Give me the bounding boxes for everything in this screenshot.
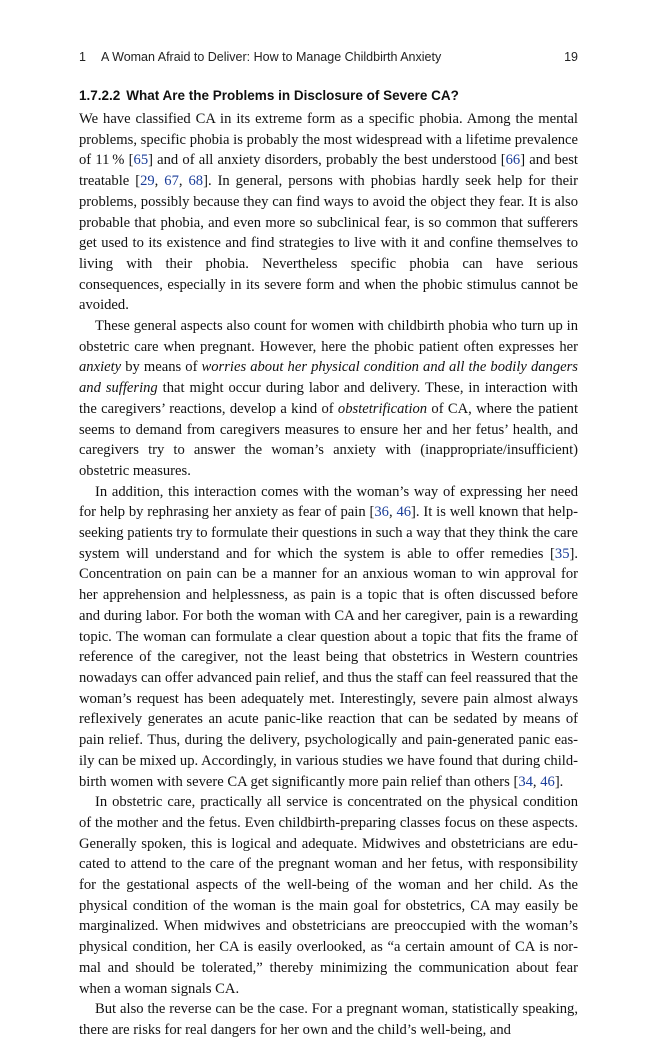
citation-link[interactable]: 67 (164, 173, 179, 190)
text-run: ] and of all anxiety disorders, probably the best understood [ (148, 152, 506, 169)
text-run: of CA, where the patient seems to demand from caregivers measures to ensure her and her fetus’ health, and caregivers try to answer the woman’s anxiety with (inappropriate/insufficient) obstetric measures. (79, 400, 578, 479)
paragraph (79, 792, 578, 999)
citation-link[interactable]: 68 (188, 173, 204, 190)
text-run: that might occur during labor and delivery. These, in interaction with the caregivers’ reactions, develop a kind of (79, 380, 578, 417)
chapter-number: 1 (79, 50, 86, 64)
paragraph (79, 316, 578, 482)
text-run: ]. It is well known that helpseeking patients try to formulate their questions in such a way that they think the care system will understand and for which the system is able to offer remedies [ (79, 504, 578, 562)
text-run: ]. In general, persons with phobias hardly seek help for their problems, possibly because they can find ways to avoid the object they fear. It is also probable that phobia, and even more so subclinical fear, is so common that sufferers get used to its existence and find strategies to live with it and confine themselves to living with their phobia. Nevertheless specific phobia can have serious consequences, especially in its severe form and when the phobic stimulus cannot be avoided. (79, 173, 579, 314)
citation-link[interactable]: 65 (133, 152, 149, 169)
text-run: ]. Concentration on pain can be a manner for an anxious woman to win approval for her apprehension and helplessness, as pain is a topic that is often discussed before and during labor. For both the woman with CA and her caregiver, pain is a rewarding topic. The woman can formulate a clear question about a topic that fits the frame of reference of the caregiver, not the least being that obstetrics in Western countries nowadays can offer advanced pain relief, and thus the staff can feel reassured that the woman’s request has been adequately met. Interestingly, severe pain almost always reflexively generates an acute panic-like reaction that can be sedated by means of pain relief. Thus, during the delivery, psychologically and pain-generated panic easily can be mixed up. Accordingly, in various studies we have found that during childbirth women with severe CA get significantly more pain relief than others [ (79, 545, 578, 790)
emphasis-text: obstetrification (337, 400, 428, 417)
citation-link[interactable]: 34 (518, 773, 533, 790)
text-run: , (178, 173, 189, 190)
citation-link[interactable]: 46 (540, 773, 555, 790)
text-run: , (154, 173, 165, 190)
section-number: 1.7.2.2 (79, 88, 121, 103)
text-run: We have classified CA in its extreme form as a specific phobia. Among the mental problems, specific phobia is probably the most widespread with a lifetime prevalence of 11 % [ (79, 111, 578, 169)
paragraph (79, 482, 578, 793)
emphasis-text: anxiety (79, 359, 122, 376)
citation-link[interactable]: 36 (374, 504, 389, 521)
running-head (79, 50, 578, 70)
body-text (79, 109, 578, 1041)
emphasis-text: worries about her physical condition and all the bodily dangers and suffering (79, 359, 578, 397)
page-number: 19 (564, 50, 578, 64)
book-page (79, 0, 579, 1038)
text-run: These general aspects also count for women with childbirth phobia who turn up in obstetric care when pregnant. However, here the phobic patient often expresses her (79, 318, 578, 355)
section-heading (79, 88, 578, 103)
citation-link[interactable]: 29 (140, 173, 155, 190)
text-run: by means of (121, 359, 202, 376)
citation-link[interactable]: 35 (554, 545, 570, 562)
text-run: In obstetric care, practically all service is concentrated on the physical condition of the mother and the fetus. Even childbirth-preparing classes focus on these aspects. Generally spoken, this is logical and adequate. Midwives and obstetricians are educated to attend to the care of the pregnant woman and her fetus, with responsibility for the gestational aspects of the well-being of the woman and her child. As the physical condition of the woman is the main goal for obstetrics, CA may easily be marginalized. When midwives and obstetricians are preoccupied with the woman’s physical condition, her CA is easily overlooked, as “a certain amount of CA is normal and should be tolerated,” thereby minimizing the communication about fear when a woman signals CA. (79, 794, 578, 997)
text-run: ] and best treatable [ (79, 152, 578, 190)
text-run: ]. (554, 773, 564, 790)
text-run: , (532, 773, 541, 790)
text-run: But also the reverse can be the case. For a pregnant woman, statistically speaking, there are risks for real dangers for her own and the child’s well-being, and (79, 1001, 578, 1038)
chapter-title: A Woman Afraid to Deliver: How to Manage Childbirth Anxiety (101, 50, 442, 64)
paragraph (79, 109, 578, 316)
section-title: What Are the Problems in Disclosure of Severe CA? (126, 88, 459, 103)
text-run: In addition, this interaction comes with the woman’s way of expressing her need for help by rephrasing her anxiety as fear of pain [ (79, 483, 578, 521)
citation-link[interactable]: 46 (396, 504, 412, 521)
paragraph (79, 999, 578, 1040)
citation-link[interactable]: 66 (505, 152, 521, 169)
text-run: , (388, 504, 397, 521)
